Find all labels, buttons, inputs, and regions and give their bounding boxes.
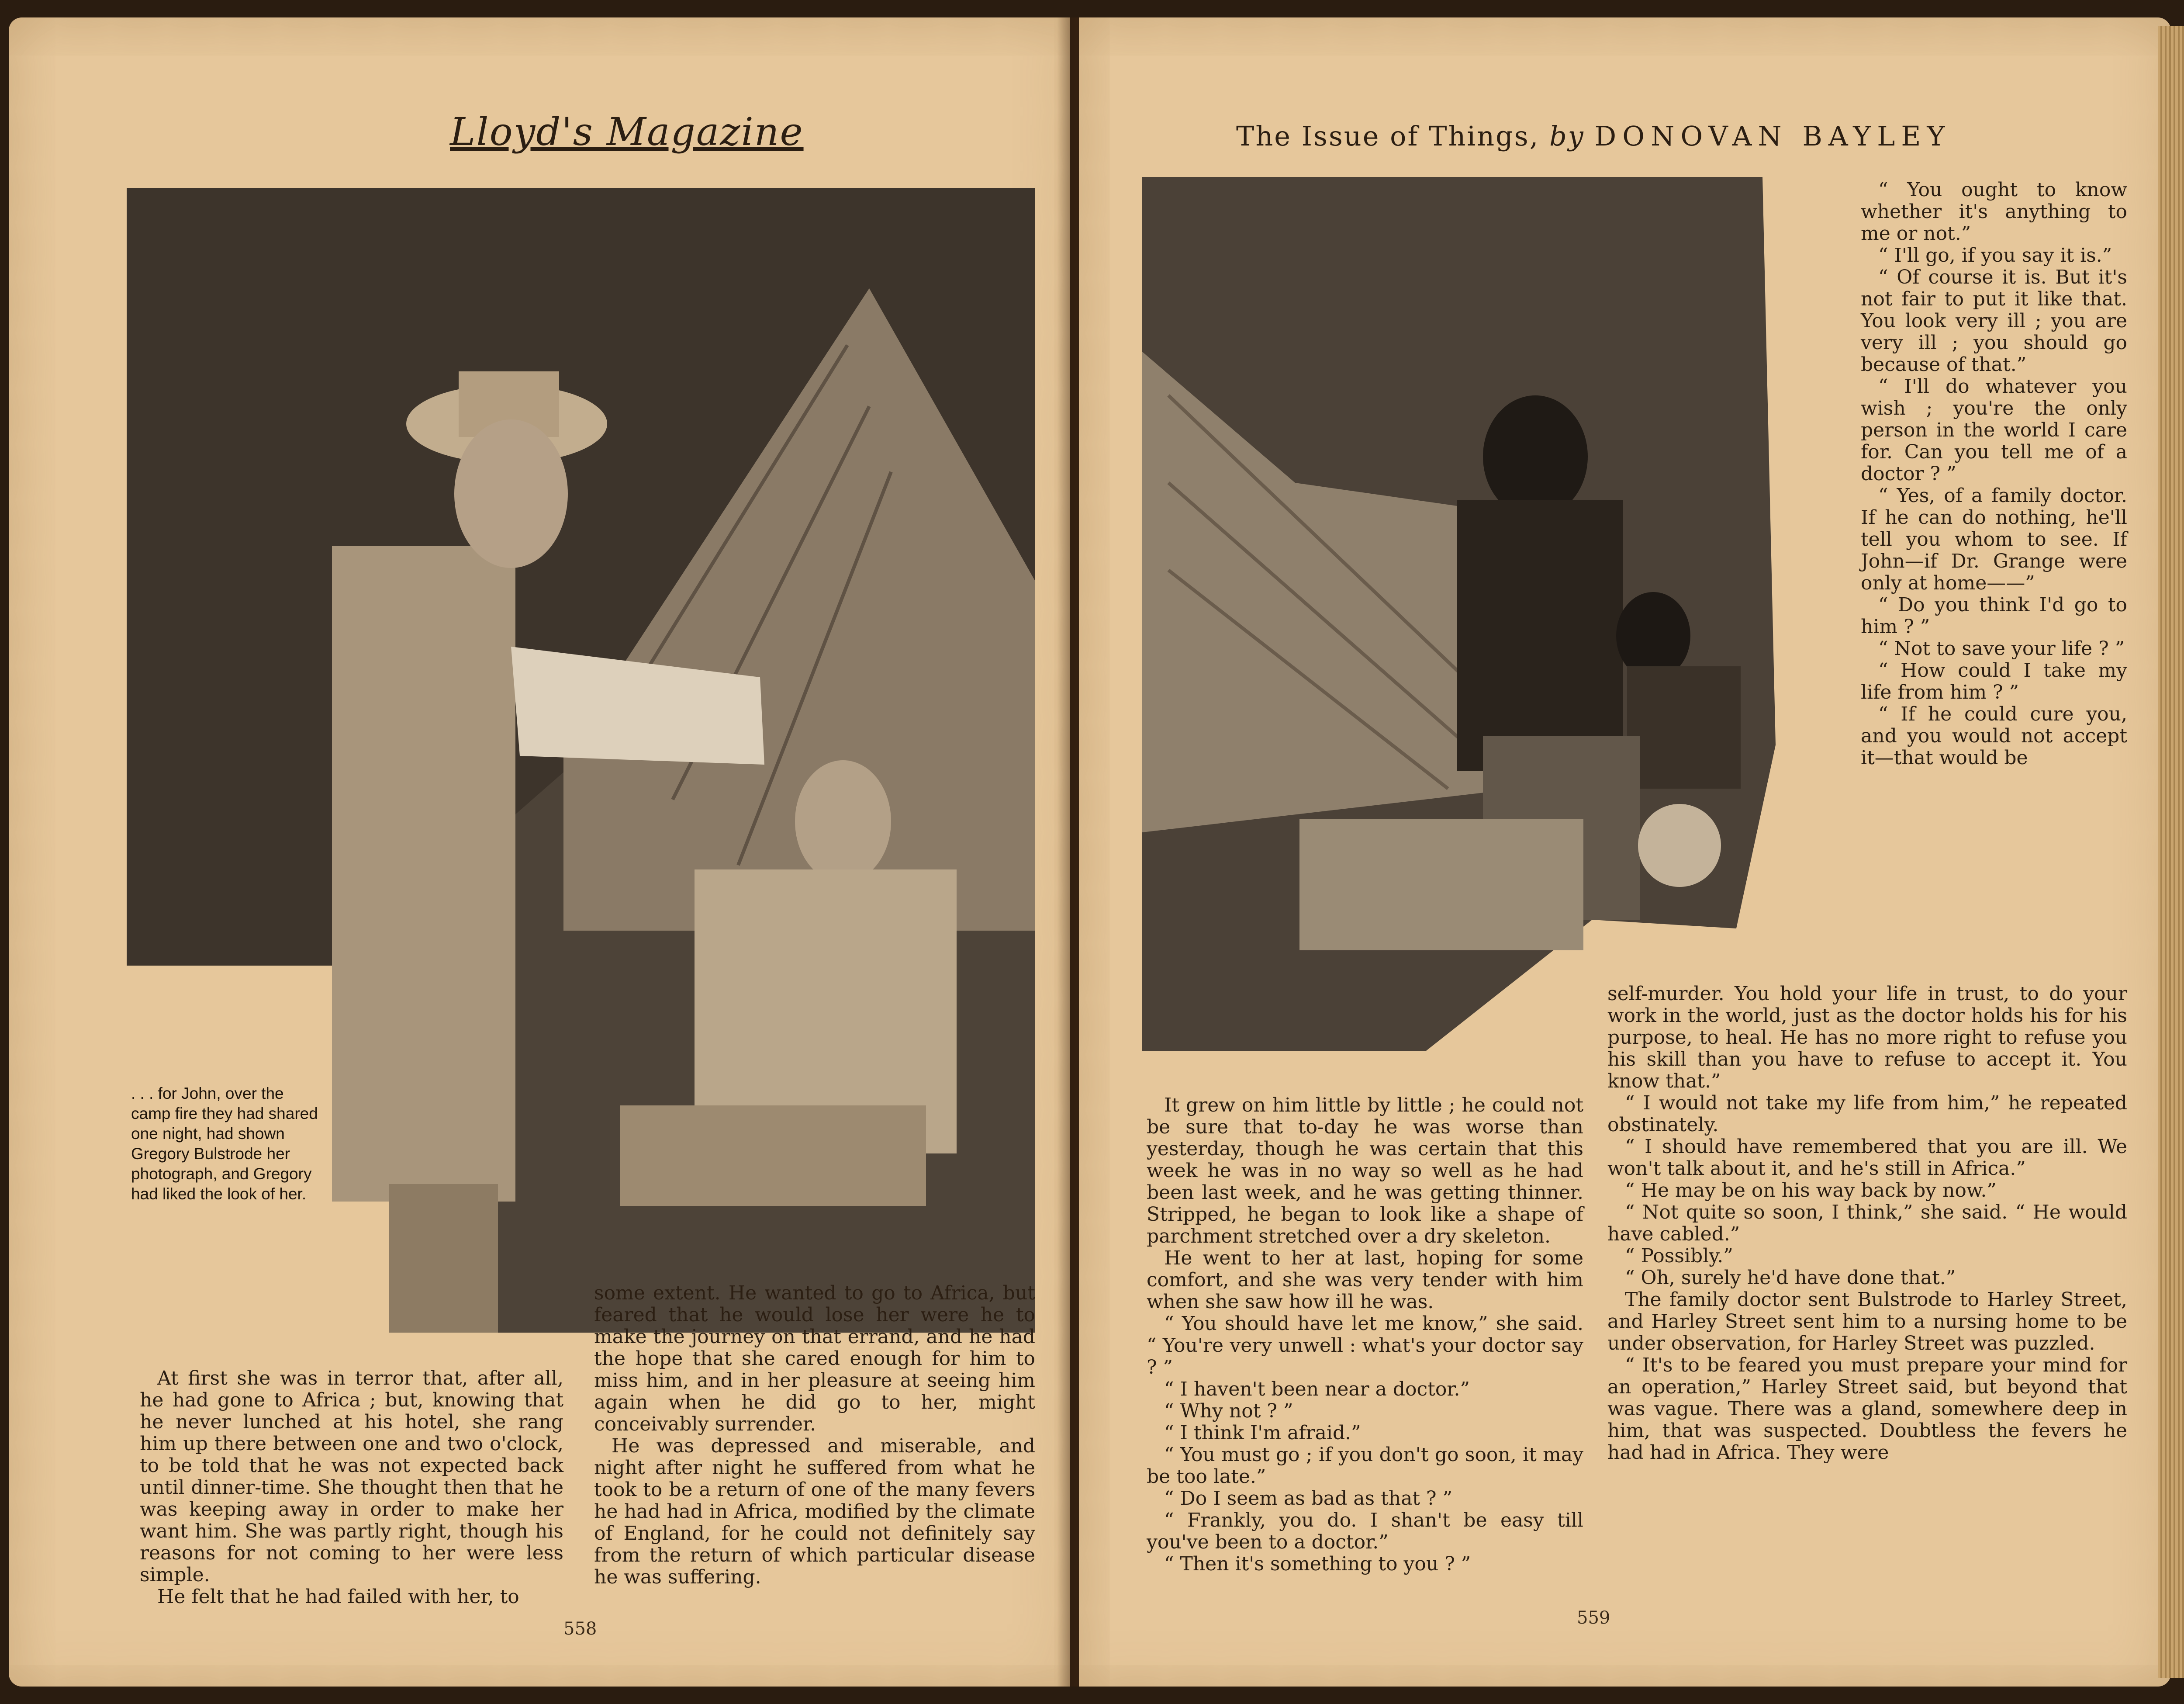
paragraph: “ Oh, surely he'd have done that.” <box>1625 1267 1956 1289</box>
paragraph: “ He may be on his way back by now.” <box>1625 1179 1997 1202</box>
illustration-tent-figures <box>1142 177 1854 1051</box>
paragraph: At first she was in terror that, after all, he had gone to Africa ; but, knowing that he never lunched at his hotel, she rang him up there between one and two o'clock, to be told that he was not expected back until dinner-time. She thought then that he was keeping away in order to make her want him. She was partly right, though his reasons for not coming to her were less simple. <box>140 1367 563 1586</box>
right-page <box>1079 17 2171 1687</box>
paragraph: “ Not to save your life ? ” <box>1878 637 2125 660</box>
paragraph: “ You ought to know whether it's anything to me or not.” <box>1861 179 2127 245</box>
paragraph: “ Frankly, you do. I shan't be easy till you've been to a doctor.” <box>1147 1509 1583 1553</box>
left-page <box>9 17 1070 1687</box>
paragraph: “ You should have let me know,” she said. “ You're very unwell : what's your doctor say ? ” <box>1147 1313 1583 1378</box>
right-page-column-left <box>1147 1094 1583 1575</box>
paragraph: He felt that he had failed with her, to <box>157 1586 519 1608</box>
running-head <box>1236 120 1951 152</box>
paragraph: “ I'll do whatever you wish ; you're the only person in the world I care for. Can you tell me of a doctor ? ” <box>1861 375 2127 485</box>
story-title: The Issue of Things, <box>1236 120 1540 152</box>
paragraph: “ You must go ; if you don't go soon, it may be too late.” <box>1147 1444 1583 1488</box>
illustration-caption: . . . for John, over the camp fire they had shared one night, had shown Gregory Bulstrode her photograph, and Gregory had liked the look of her. <box>131 1084 318 1203</box>
page-number: 558 <box>563 1619 597 1639</box>
masthead: Lloyd's Magazine <box>450 109 804 154</box>
paragraph: It grew on him little by little ; he could not be sure that to-day he was worse than yesterday, though he was certain that this week he was in no way so well as he had been last week, and he was getting thinner. Stripped, he began to look like a shape of parchment stretched over a dry skeleton. <box>1147 1094 1583 1247</box>
left-column-2 <box>594 1282 1035 1588</box>
page-number: 559 <box>1577 1608 1610 1628</box>
paragraph: self-murder. You hold your life in trust, to do your work in the world, just as the doctor holds his for his purpose, to heal. He has no more right to refuse you his skill than you have to refuse to accept it. You know that.” <box>1607 983 2127 1092</box>
right-page-column-right <box>1607 983 2127 1464</box>
paragraph: “ I would not take my life from him,” he repeated obstinately. <box>1607 1092 2127 1136</box>
paragraph: “ I think I'm afraid.” <box>1164 1422 1361 1444</box>
beside-illustration-column <box>1861 179 2127 769</box>
byline-by: by <box>1549 120 1585 152</box>
paragraph: “ If he could cure you, and you would not accept it—that would be <box>1861 703 2127 769</box>
paragraph: “ I'll go, if you say it is.” <box>1878 244 2112 267</box>
left-column-1 <box>140 1368 563 1608</box>
illustration-tent-figures-drawing <box>1142 177 1854 1051</box>
paragraph: “ I haven't been near a doctor.” <box>1164 1378 1470 1400</box>
paragraph: The family doctor sent Bulstrode to Harley Street, and Harley Street sent him to a nursing home to be under observation, for Harley Street was puzzled. <box>1607 1288 2127 1354</box>
paragraph: “ It's to be feared you must prepare your mind for an operation,” Harley Street said, but beyond that was vague. There was a gland, somewhere deep in him, that was suspected. Doubtless the fevers he had had in Africa. They were <box>1607 1354 2127 1464</box>
paragraph: “ Of course it is. But it's not fair to put it like that. You look very ill ; you are very ill ; you should go because of that.” <box>1861 266 2127 376</box>
paragraph: He went to her at last, hoping for some comfort, and she was very tender with him when she saw how ill he was. <box>1147 1247 1583 1313</box>
author-name: DONOVAN BAYLEY <box>1594 120 1951 152</box>
paragraph: some extent. He wanted to go to Africa, but feared that he would lose her were he to make the journey on that errand, and he had the hope that she cared enough for him to miss him, and in her pleasure at seeing him again when he did go to her, might conceivably surrender. <box>594 1282 1035 1435</box>
paragraph: “ Yes, of a family doctor. If he can do nothing, he'll tell you whom to see. If John—if Dr. Grange were only at home——” <box>1861 485 2127 594</box>
paragraph: “ Do I seem as bad as that ? ” <box>1164 1487 1453 1510</box>
paragraph: “ Why not ? ” <box>1164 1400 1293 1422</box>
paragraph: “ Then it's something to you ? ” <box>1164 1553 1471 1575</box>
paragraph: “ Not quite so soon, I think,” she said. “ He would have cabled.” <box>1607 1201 2127 1245</box>
paragraph: “ Possibly.” <box>1625 1245 1733 1267</box>
paragraph: “ I should have remembered that you are ill. We won't talk about it, and he's still in Africa.” <box>1607 1136 2127 1180</box>
paragraph: “ Do you think I'd go to him ? ” <box>1861 594 2127 638</box>
paragraph: He was depressed and miserable, and night after night he suffered from what he took to be a return of one of the many fevers he had had in Africa, modified by the climate of England, for he could not definitely say from the return of which particular disease he was suffering. <box>594 1435 1035 1588</box>
paragraph: “ How could I take my life from him ? ” <box>1861 659 2127 703</box>
book-edge <box>2158 26 2184 1678</box>
